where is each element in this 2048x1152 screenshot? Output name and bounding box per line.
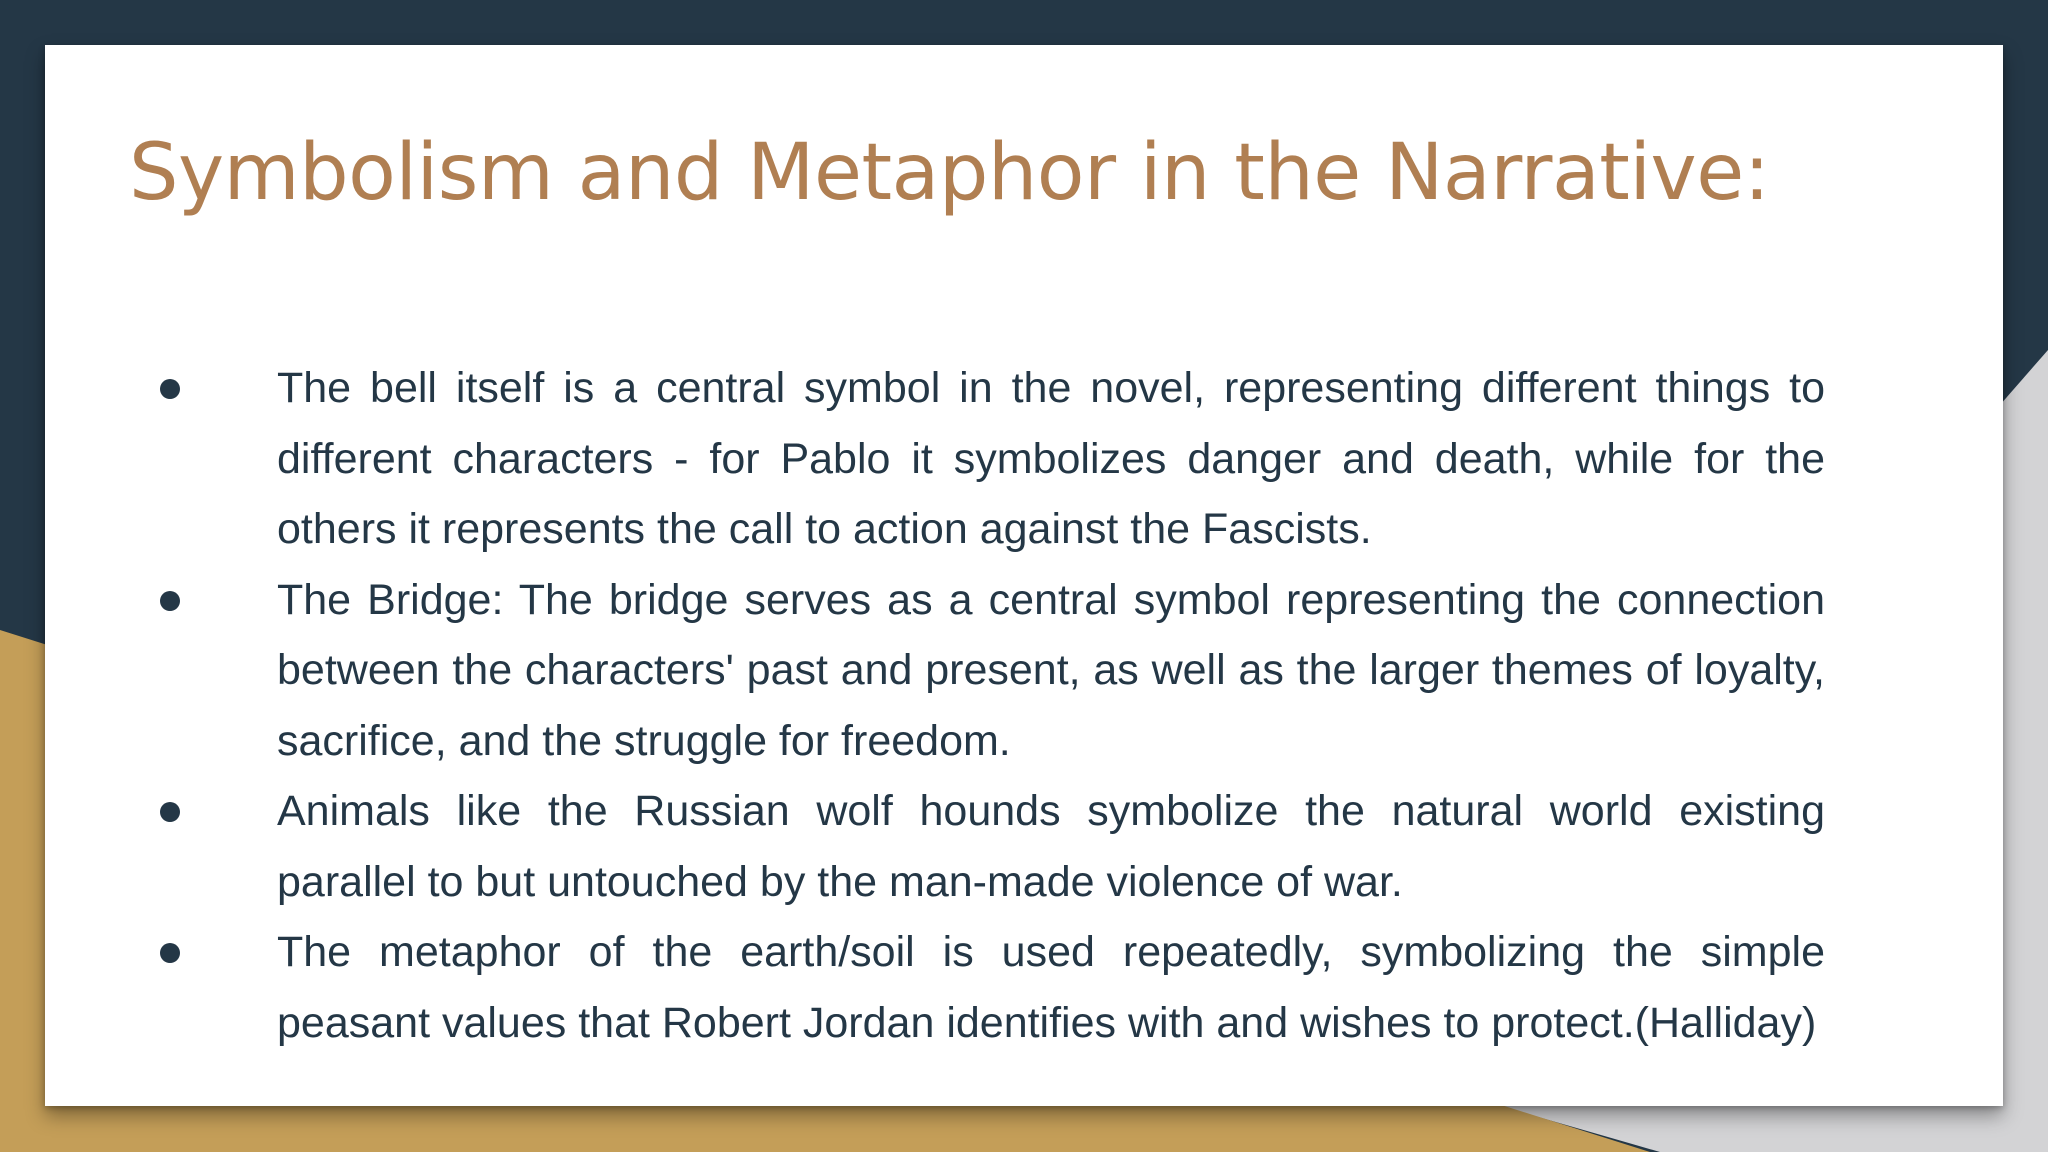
bullet-dot-icon: [160, 943, 180, 963]
bullet-text: The bell itself is a central symbol in the novel, representing different things to different characters - for Pablo it symbolizes danger and death, while for the others it represents the call to action against the Fascists.: [277, 364, 1825, 553]
bullet-text: Animals like the Russian wolf hounds symbolize the natural world existing parallel to but untouched by the man-made violence of war.: [277, 787, 1825, 906]
bullet-dot-icon: [160, 379, 180, 399]
bullet-item-animals: [129, 776, 1825, 917]
bullet-text: The metaphor of the earth/soil is used repeatedly, symbolizing the simple peasant values that Robert Jordan identifies with and wishes to protect.(Halliday): [277, 928, 1825, 1047]
bullet-list: [129, 353, 1829, 1058]
bullet-item-bridge: [129, 565, 1825, 777]
bullet-item-earth: [129, 917, 1825, 1058]
slide-title: Symbolism and Metaphor in the Narrative:: [129, 128, 1770, 218]
bullet-text: The Bridge: The bridge serves as a central symbol representing the connection between the characters' past and present, as well as the larger themes of loyalty, sacrifice, and the struggle for freedom.: [277, 575, 1825, 765]
bullet-dot-icon: [160, 591, 180, 611]
slide-card: [45, 45, 2003, 1106]
bullet-dot-icon: [160, 802, 180, 822]
bullet-item-bell: [129, 353, 1825, 565]
